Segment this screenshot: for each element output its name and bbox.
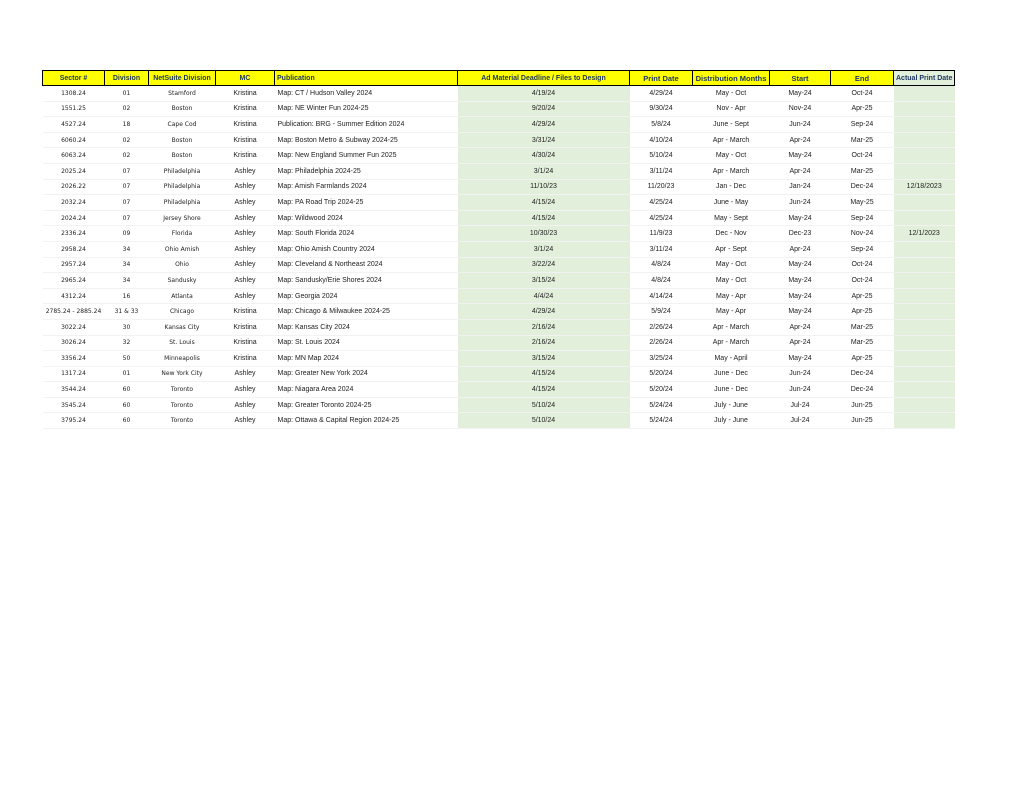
cell-ad-deadline[interactable]: 4/15/24 bbox=[458, 366, 630, 382]
cell-mc[interactable]: Ashley bbox=[216, 163, 275, 179]
cell-distribution-months[interactable]: May - Apr bbox=[693, 304, 770, 320]
cell-start[interactable]: Jun-24 bbox=[770, 366, 831, 382]
cell-distribution-months[interactable]: Dec - Nov bbox=[693, 226, 770, 242]
cell-actual-print-date[interactable] bbox=[894, 366, 955, 382]
cell-actual-print-date[interactable] bbox=[894, 86, 955, 102]
cell-mc[interactable]: Kristina bbox=[216, 86, 275, 102]
cell-print-date[interactable]: 5/9/24 bbox=[630, 304, 693, 320]
cell-publication[interactable]: Map: Sandusky/Erie Shores 2024 bbox=[275, 273, 458, 289]
cell-start[interactable]: Jan-24 bbox=[770, 179, 831, 195]
cell-publication[interactable]: Map: Amish Farmlands 2024 bbox=[275, 179, 458, 195]
cell-ad-deadline[interactable]: 4/15/24 bbox=[458, 210, 630, 226]
cell-mc[interactable]: Kristina bbox=[216, 132, 275, 148]
cell-end[interactable]: Dec-24 bbox=[831, 382, 894, 398]
cell-division[interactable]: 32 bbox=[105, 335, 149, 351]
cell-publication[interactable]: Map: MN Map 2024 bbox=[275, 351, 458, 367]
cell-ad-deadline[interactable]: 2/16/24 bbox=[458, 335, 630, 351]
cell-ad-deadline[interactable]: 4/29/24 bbox=[458, 304, 630, 320]
cell-netsuite-division[interactable]: Jersey Shore bbox=[149, 210, 216, 226]
cell-division[interactable]: 34 bbox=[105, 241, 149, 257]
table-row bbox=[43, 288, 955, 304]
cell-end[interactable]: Mar-25 bbox=[831, 319, 894, 335]
cell-start[interactable]: May-24 bbox=[770, 288, 831, 304]
table-row bbox=[43, 195, 955, 211]
table-row bbox=[43, 132, 955, 148]
cell-netsuite-division[interactable]: Philadelphia bbox=[149, 179, 216, 195]
cell-netsuite-division[interactable]: Atlanta bbox=[149, 288, 216, 304]
cell-division[interactable]: 60 bbox=[105, 382, 149, 398]
cell-sector[interactable]: 2026.22 bbox=[43, 179, 105, 195]
cell-actual-print-date[interactable]: 12/1/2023 bbox=[894, 226, 955, 242]
cell-print-date[interactable]: 4/25/24 bbox=[630, 210, 693, 226]
cell-netsuite-division[interactable]: Cape Cod bbox=[149, 117, 216, 133]
column-header-division[interactable]: Division bbox=[105, 71, 149, 86]
table-row bbox=[43, 319, 955, 335]
cell-ad-deadline[interactable]: 5/10/24 bbox=[458, 397, 630, 413]
cell-end[interactable]: Mar-25 bbox=[831, 132, 894, 148]
table-row bbox=[43, 351, 955, 367]
cell-netsuite-division[interactable]: Boston bbox=[149, 148, 216, 164]
cell-start[interactable]: Apr-24 bbox=[770, 319, 831, 335]
cell-netsuite-division[interactable]: Philadelphia bbox=[149, 195, 216, 211]
cell-netsuite-division[interactable]: St. Louis bbox=[149, 335, 216, 351]
cell-ad-deadline[interactable]: 3/31/24 bbox=[458, 132, 630, 148]
column-header-mc[interactable]: MC bbox=[216, 71, 275, 86]
cell-division[interactable]: 02 bbox=[105, 101, 149, 117]
cell-mc[interactable]: Ashley bbox=[216, 273, 275, 289]
cell-print-date[interactable]: 5/10/24 bbox=[630, 148, 693, 164]
cell-division[interactable]: 16 bbox=[105, 288, 149, 304]
cell-division[interactable]: 09 bbox=[105, 226, 149, 242]
cell-ad-deadline[interactable]: 4/15/24 bbox=[458, 195, 630, 211]
cell-print-date[interactable]: 3/11/24 bbox=[630, 163, 693, 179]
column-header-actual-print-date[interactable]: Actual Print Date bbox=[894, 71, 955, 86]
cell-print-date[interactable]: 4/8/24 bbox=[630, 273, 693, 289]
table-row bbox=[43, 413, 955, 429]
cell-sector[interactable]: 6060.24 bbox=[43, 132, 105, 148]
cell-division[interactable]: 60 bbox=[105, 397, 149, 413]
cell-end[interactable]: Sep-24 bbox=[831, 210, 894, 226]
cell-publication[interactable]: Map: Greater Toronto 2024-25 bbox=[275, 397, 458, 413]
cell-ad-deadline[interactable]: 3/1/24 bbox=[458, 241, 630, 257]
cell-division[interactable]: 34 bbox=[105, 273, 149, 289]
cell-start[interactable]: Dec-23 bbox=[770, 226, 831, 242]
cell-division[interactable]: 02 bbox=[105, 132, 149, 148]
cell-start[interactable]: Jun-24 bbox=[770, 195, 831, 211]
cell-mc[interactable]: Ashley bbox=[216, 241, 275, 257]
cell-start[interactable]: Nov-24 bbox=[770, 101, 831, 117]
cell-publication[interactable]: Map: CT / Hudson Valley 2024 bbox=[275, 86, 458, 102]
cell-mc[interactable]: Kristina bbox=[216, 319, 275, 335]
table-row bbox=[43, 366, 955, 382]
cell-print-date[interactable]: 3/25/24 bbox=[630, 351, 693, 367]
cell-distribution-months[interactable]: Apr - March bbox=[693, 335, 770, 351]
cell-sector[interactable]: 3356.24 bbox=[43, 351, 105, 367]
cell-netsuite-division[interactable]: New York City bbox=[149, 366, 216, 382]
cell-end[interactable]: Jun-25 bbox=[831, 397, 894, 413]
cell-distribution-months[interactable]: Apr - Sept bbox=[693, 241, 770, 257]
cell-netsuite-division[interactable]: Florida bbox=[149, 226, 216, 242]
cell-print-date[interactable]: 2/26/24 bbox=[630, 335, 693, 351]
cell-mc[interactable]: Kristina bbox=[216, 148, 275, 164]
cell-print-date[interactable]: 5/20/24 bbox=[630, 366, 693, 382]
cell-sector[interactable]: 1317.24 bbox=[43, 366, 105, 382]
cell-end[interactable]: May-25 bbox=[831, 195, 894, 211]
cell-end[interactable]: Apr-25 bbox=[831, 351, 894, 367]
cell-sector[interactable]: 1308.24 bbox=[43, 86, 105, 102]
cell-ad-deadline[interactable]: 3/1/24 bbox=[458, 163, 630, 179]
cell-distribution-months[interactable]: July - June bbox=[693, 413, 770, 429]
cell-ad-deadline[interactable]: 4/4/24 bbox=[458, 288, 630, 304]
cell-print-date[interactable]: 4/25/24 bbox=[630, 195, 693, 211]
cell-division[interactable]: 01 bbox=[105, 366, 149, 382]
table-row bbox=[43, 335, 955, 351]
cell-netsuite-division[interactable]: Philadelphia bbox=[149, 163, 216, 179]
cell-netsuite-division[interactable]: Stamford bbox=[149, 86, 216, 102]
cell-actual-print-date[interactable] bbox=[894, 241, 955, 257]
cell-sector[interactable]: 2024.24 bbox=[43, 210, 105, 226]
cell-publication[interactable]: Map: Cleveland & Northeast 2024 bbox=[275, 257, 458, 273]
cell-distribution-months[interactable]: Nov - Apr bbox=[693, 101, 770, 117]
cell-distribution-months[interactable]: June - May bbox=[693, 195, 770, 211]
cell-division[interactable]: 50 bbox=[105, 351, 149, 367]
cell-publication[interactable]: Map: PA Road Trip 2024-25 bbox=[275, 195, 458, 211]
cell-print-date[interactable]: 2/26/24 bbox=[630, 319, 693, 335]
cell-end[interactable]: Jun-25 bbox=[831, 413, 894, 429]
cell-actual-print-date[interactable] bbox=[894, 335, 955, 351]
cell-ad-deadline[interactable]: 3/22/24 bbox=[458, 257, 630, 273]
cell-netsuite-division[interactable]: Ohio bbox=[149, 257, 216, 273]
cell-start[interactable]: May-24 bbox=[770, 304, 831, 320]
table-row bbox=[43, 304, 955, 320]
cell-actual-print-date[interactable] bbox=[894, 101, 955, 117]
cell-end[interactable]: Apr-25 bbox=[831, 304, 894, 320]
cell-actual-print-date[interactable] bbox=[894, 351, 955, 367]
cell-publication[interactable]: Map: Boston Metro & Subway 2024-25 bbox=[275, 132, 458, 148]
cell-division[interactable]: 07 bbox=[105, 179, 149, 195]
cell-actual-print-date[interactable] bbox=[894, 148, 955, 164]
cell-mc[interactable]: Kristina bbox=[216, 101, 275, 117]
cell-ad-deadline[interactable]: 3/15/24 bbox=[458, 273, 630, 289]
cell-division[interactable]: 07 bbox=[105, 210, 149, 226]
cell-print-date[interactable]: 4/29/24 bbox=[630, 86, 693, 102]
cell-end[interactable]: Dec-24 bbox=[831, 179, 894, 195]
cell-mc[interactable]: Ashley bbox=[216, 226, 275, 242]
cell-mc[interactable]: Kristina bbox=[216, 117, 275, 133]
column-header-publication[interactable]: Publication bbox=[275, 71, 458, 86]
cell-distribution-months[interactable]: May - Oct bbox=[693, 257, 770, 273]
cell-sector[interactable]: 2958.24 bbox=[43, 241, 105, 257]
cell-print-date[interactable]: 4/8/24 bbox=[630, 257, 693, 273]
cell-publication[interactable]: Map: Philadelphia 2024-25 bbox=[275, 163, 458, 179]
cell-distribution-months[interactable]: May - Oct bbox=[693, 148, 770, 164]
cell-mc[interactable]: Ashley bbox=[216, 179, 275, 195]
cell-end[interactable]: Mar-25 bbox=[831, 335, 894, 351]
cell-print-date[interactable]: 5/24/24 bbox=[630, 413, 693, 429]
cell-distribution-months[interactable]: June - Dec bbox=[693, 366, 770, 382]
cell-actual-print-date[interactable] bbox=[894, 132, 955, 148]
cell-ad-deadline[interactable]: 9/20/24 bbox=[458, 101, 630, 117]
cell-start[interactable]: Apr-24 bbox=[770, 241, 831, 257]
cell-print-date[interactable]: 3/11/24 bbox=[630, 241, 693, 257]
cell-sector[interactable]: 3544.24 bbox=[43, 382, 105, 398]
cell-division[interactable]: 60 bbox=[105, 413, 149, 429]
column-header-distribution-months[interactable]: Distribution Months bbox=[693, 71, 770, 86]
cell-sector[interactable]: 4527.24 bbox=[43, 117, 105, 133]
cell-netsuite-division[interactable]: Toronto bbox=[149, 382, 216, 398]
cell-ad-deadline[interactable]: 11/10/23 bbox=[458, 179, 630, 195]
cell-start[interactable]: Apr-24 bbox=[770, 335, 831, 351]
cell-mc[interactable]: Ashley bbox=[216, 397, 275, 413]
cell-start[interactable]: May-24 bbox=[770, 210, 831, 226]
cell-distribution-months[interactable]: May - April bbox=[693, 351, 770, 367]
cell-netsuite-division[interactable]: Sandusky bbox=[149, 273, 216, 289]
table-row bbox=[43, 117, 955, 133]
column-header-end[interactable]: End bbox=[831, 71, 894, 86]
cell-publication[interactable]: Map: Kansas City 2024 bbox=[275, 319, 458, 335]
cell-publication[interactable]: Map: Wildwood 2024 bbox=[275, 210, 458, 226]
cell-publication[interactable]: Map: St. Louis 2024 bbox=[275, 335, 458, 351]
cell-publication[interactable]: Map: Ottawa & Capital Region 2024-25 bbox=[275, 413, 458, 429]
cell-start[interactable]: Jul-24 bbox=[770, 413, 831, 429]
cell-start[interactable]: Jun-24 bbox=[770, 117, 831, 133]
column-header-sector[interactable]: Sector # bbox=[43, 71, 105, 86]
cell-print-date[interactable]: 4/10/24 bbox=[630, 132, 693, 148]
cell-sector[interactable]: 3026.24 bbox=[43, 335, 105, 351]
cell-end[interactable]: Oct-24 bbox=[831, 86, 894, 102]
cell-print-date[interactable]: 5/8/24 bbox=[630, 117, 693, 133]
cell-print-date[interactable]: 11/20/23 bbox=[630, 179, 693, 195]
cell-actual-print-date[interactable] bbox=[894, 257, 955, 273]
cell-ad-deadline[interactable]: 2/16/24 bbox=[458, 319, 630, 335]
cell-mc[interactable]: Ashley bbox=[216, 257, 275, 273]
cell-ad-deadline[interactable]: 3/15/24 bbox=[458, 351, 630, 367]
table-row bbox=[43, 179, 955, 195]
cell-mc[interactable]: Ashley bbox=[216, 366, 275, 382]
cell-end[interactable]: Oct-24 bbox=[831, 148, 894, 164]
table-row bbox=[43, 148, 955, 164]
cell-publication[interactable]: Map: New England Summer Fun 2025 bbox=[275, 148, 458, 164]
cell-sector[interactable]: 2032.24 bbox=[43, 195, 105, 211]
table-body bbox=[43, 86, 955, 429]
cell-start[interactable]: May-24 bbox=[770, 273, 831, 289]
cell-actual-print-date[interactable] bbox=[894, 117, 955, 133]
cell-distribution-months[interactable]: May - Sept bbox=[693, 210, 770, 226]
column-header-start[interactable]: Start bbox=[770, 71, 831, 86]
cell-mc[interactable]: Ashley bbox=[216, 382, 275, 398]
cell-mc[interactable]: Kristina bbox=[216, 351, 275, 367]
cell-start[interactable]: May-24 bbox=[770, 86, 831, 102]
cell-sector[interactable]: 2957.24 bbox=[43, 257, 105, 273]
cell-ad-deadline[interactable]: 4/15/24 bbox=[458, 382, 630, 398]
cell-actual-print-date[interactable] bbox=[894, 413, 955, 429]
cell-distribution-months[interactable]: June - Dec bbox=[693, 382, 770, 398]
cell-division[interactable]: 07 bbox=[105, 195, 149, 211]
cell-mc[interactable]: Kristina bbox=[216, 304, 275, 320]
column-header-netsuite-division[interactable]: NetSuite Division bbox=[149, 71, 216, 86]
header-row bbox=[43, 71, 955, 86]
cell-division[interactable]: 31 & 33 bbox=[105, 304, 149, 320]
cell-publication[interactable]: Map: Georgia 2024 bbox=[275, 288, 458, 304]
table-row bbox=[43, 241, 955, 257]
cell-distribution-months[interactable]: Jan - Dec bbox=[693, 179, 770, 195]
cell-end[interactable]: Mar-25 bbox=[831, 163, 894, 179]
cell-distribution-months[interactable]: Apr - March bbox=[693, 132, 770, 148]
cell-mc[interactable]: Ashley bbox=[216, 288, 275, 304]
table-row bbox=[43, 273, 955, 289]
cell-distribution-months[interactable]: Apr - March bbox=[693, 163, 770, 179]
cell-distribution-months[interactable]: July - June bbox=[693, 397, 770, 413]
cell-end[interactable]: Apr-25 bbox=[831, 101, 894, 117]
cell-netsuite-division[interactable]: Boston bbox=[149, 101, 216, 117]
cell-start[interactable]: Apr-24 bbox=[770, 163, 831, 179]
cell-actual-print-date[interactable] bbox=[894, 304, 955, 320]
cell-end[interactable]: Oct-24 bbox=[831, 257, 894, 273]
cell-sector[interactable]: 2336.24 bbox=[43, 226, 105, 242]
cell-mc[interactable]: Ashley bbox=[216, 195, 275, 211]
cell-actual-print-date[interactable] bbox=[894, 195, 955, 211]
cell-distribution-months[interactable]: May - Oct bbox=[693, 273, 770, 289]
cell-sector[interactable]: 1551.25 bbox=[43, 101, 105, 117]
cell-end[interactable]: Sep-24 bbox=[831, 241, 894, 257]
cell-publication[interactable]: Map: Greater New York 2024 bbox=[275, 366, 458, 382]
cell-start[interactable]: May-24 bbox=[770, 257, 831, 273]
cell-mc[interactable]: Ashley bbox=[216, 210, 275, 226]
cell-start[interactable]: Jun-24 bbox=[770, 382, 831, 398]
cell-start[interactable]: Apr-24 bbox=[770, 132, 831, 148]
cell-publication[interactable]: Map: NE Winter Fun 2024-25 bbox=[275, 101, 458, 117]
cell-netsuite-division[interactable]: Chicago bbox=[149, 304, 216, 320]
cell-start[interactable]: May-24 bbox=[770, 351, 831, 367]
cell-print-date[interactable]: 4/14/24 bbox=[630, 288, 693, 304]
cell-mc[interactable]: Ashley bbox=[216, 413, 275, 429]
table-row bbox=[43, 257, 955, 273]
cell-division[interactable]: 18 bbox=[105, 117, 149, 133]
cell-sector[interactable]: 2025.24 bbox=[43, 163, 105, 179]
table-row bbox=[43, 163, 955, 179]
table-row bbox=[43, 86, 955, 102]
cell-mc[interactable]: Kristina bbox=[216, 335, 275, 351]
cell-sector[interactable]: 2965.24 bbox=[43, 273, 105, 289]
cell-publication[interactable]: Map: South Florida 2024 bbox=[275, 226, 458, 242]
table-row bbox=[43, 382, 955, 398]
cell-sector[interactable]: 6063.24 bbox=[43, 148, 105, 164]
cell-actual-print-date[interactable] bbox=[894, 382, 955, 398]
cell-actual-print-date[interactable] bbox=[894, 397, 955, 413]
cell-end[interactable]: Sep-24 bbox=[831, 117, 894, 133]
cell-distribution-months[interactable]: May - Oct bbox=[693, 86, 770, 102]
cell-print-date[interactable]: 5/24/24 bbox=[630, 397, 693, 413]
cell-ad-deadline[interactable]: 4/30/24 bbox=[458, 148, 630, 164]
cell-actual-print-date[interactable]: 12/18/2023 bbox=[894, 179, 955, 195]
cell-distribution-months[interactable]: May - Apr bbox=[693, 288, 770, 304]
cell-actual-print-date[interactable] bbox=[894, 288, 955, 304]
cell-division[interactable]: 01 bbox=[105, 86, 149, 102]
cell-end[interactable]: Nov-24 bbox=[831, 226, 894, 242]
cell-ad-deadline[interactable]: 5/10/24 bbox=[458, 413, 630, 429]
cell-end[interactable]: Dec-24 bbox=[831, 366, 894, 382]
cell-sector[interactable]: 3022.24 bbox=[43, 319, 105, 335]
cell-netsuite-division[interactable]: Toronto bbox=[149, 413, 216, 429]
cell-start[interactable]: May-24 bbox=[770, 148, 831, 164]
cell-actual-print-date[interactable] bbox=[894, 319, 955, 335]
cell-sector[interactable]: 4312.24 bbox=[43, 288, 105, 304]
cell-print-date[interactable]: 9/30/24 bbox=[630, 101, 693, 117]
cell-publication[interactable]: Publication: BRG - Summer Edition 2024 bbox=[275, 117, 458, 133]
cell-distribution-months[interactable]: June - Sept bbox=[693, 117, 770, 133]
cell-actual-print-date[interactable] bbox=[894, 163, 955, 179]
cell-publication[interactable]: Map: Chicago & Milwaukee 2024-25 bbox=[275, 304, 458, 320]
cell-start[interactable]: Jul-24 bbox=[770, 397, 831, 413]
cell-sector[interactable]: 3795.24 bbox=[43, 413, 105, 429]
cell-netsuite-division[interactable]: Boston bbox=[149, 132, 216, 148]
cell-netsuite-division[interactable]: Toronto bbox=[149, 397, 216, 413]
cell-actual-print-date[interactable] bbox=[894, 210, 955, 226]
cell-netsuite-division[interactable]: Ohio Amish bbox=[149, 241, 216, 257]
cell-publication[interactable]: Map: Niagara Area 2024 bbox=[275, 382, 458, 398]
cell-division[interactable]: 02 bbox=[105, 148, 149, 164]
cell-sector[interactable]: 2785.24 - 2885.24 bbox=[43, 304, 105, 320]
cell-distribution-months[interactable]: Apr - March bbox=[693, 319, 770, 335]
cell-print-date[interactable]: 5/20/24 bbox=[630, 382, 693, 398]
table-row bbox=[43, 397, 955, 413]
cell-ad-deadline[interactable]: 4/29/24 bbox=[458, 117, 630, 133]
cell-end[interactable]: Apr-25 bbox=[831, 288, 894, 304]
print-schedule-table bbox=[42, 70, 955, 429]
cell-publication[interactable]: Map: Ohio Amish Country 2024 bbox=[275, 241, 458, 257]
cell-end[interactable]: Oct-24 bbox=[831, 273, 894, 289]
column-header-ad-material-deadline[interactable]: Ad Material Deadline / Files to Design bbox=[458, 71, 630, 86]
table-row bbox=[43, 226, 955, 242]
cell-division[interactable]: 34 bbox=[105, 257, 149, 273]
cell-ad-deadline[interactable]: 10/30/23 bbox=[458, 226, 630, 242]
cell-actual-print-date[interactable] bbox=[894, 273, 955, 289]
cell-division[interactable]: 07 bbox=[105, 163, 149, 179]
cell-netsuite-division[interactable]: Kansas City bbox=[149, 319, 216, 335]
cell-ad-deadline[interactable]: 4/19/24 bbox=[458, 86, 630, 102]
table-row bbox=[43, 210, 955, 226]
table-row bbox=[43, 101, 955, 117]
cell-sector[interactable]: 3545.24 bbox=[43, 397, 105, 413]
cell-print-date[interactable]: 11/9/23 bbox=[630, 226, 693, 242]
cell-netsuite-division[interactable]: Minneapolis bbox=[149, 351, 216, 367]
column-header-print-date[interactable]: Print Date bbox=[630, 71, 693, 86]
cell-division[interactable]: 30 bbox=[105, 319, 149, 335]
